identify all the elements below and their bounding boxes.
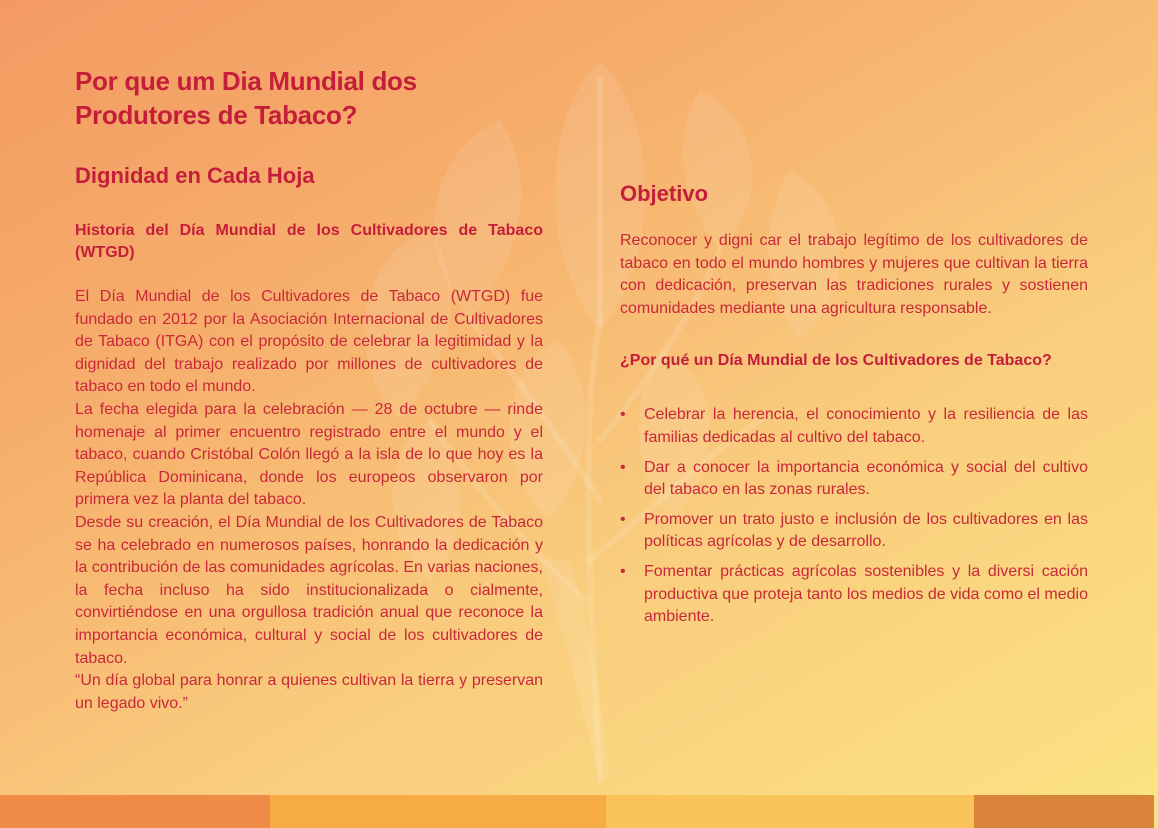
page-title-line-2: Produtores de Tabaco?	[75, 100, 358, 130]
bullet-icon: •	[620, 406, 626, 424]
list-item-text: Fomentar prácticas agrícolas sostenibles y la diversi cación productiva que proteja tanto los medios de vida como el medio ambiente.	[644, 562, 1088, 626]
left-column	[75, 64, 543, 715]
list-item	[620, 404, 1088, 449]
page-title	[75, 64, 543, 132]
history-paragraph-2: La fecha elegida para la celebración — 28 de octubre — rinde homenaje al primer encuentro registrado entre el mundo y el tabaco, cuando Cristóbal Colón llegó a la isla de lo que hoy es la República Dominicana, donde los europeos observaron por primera vez la planta del tabaco.	[75, 400, 543, 509]
list-item	[620, 561, 1088, 629]
list-item	[620, 509, 1088, 554]
page-title-line-1: Por que um Dia Mundial dos	[75, 66, 417, 96]
list-item-text: Promover un trato justo e inclusión de los cultivadores en las políticas agrícolas y de desarrollo.	[644, 510, 1088, 551]
bullet-icon: •	[620, 510, 626, 528]
list-item	[620, 457, 1088, 502]
objective-text: Reconocer y digni car el trabajo legítimo de los cultivadores de tabaco en todo el mundo hombres y mujeres que cultivan la tierra con dedicación, preservan las tradiciones rurales y sostienen comunidades mediante una agricultura responsable.	[620, 232, 1088, 317]
reasons-list	[620, 404, 1088, 628]
bullet-icon: •	[620, 562, 626, 580]
list-item-text: Dar a conocer la importancia económica y social del cultivo del tabaco en las zonas rurales.	[644, 458, 1088, 499]
history-paragraph-1: El Día Mundial de los Cultivadores de Tabaco (WTGD) fue fundado en 2012 por la Asociación Internacional de Cultivadores de Tabaco (ITGA) con el propósito de celebrar la legitimidad y la dignidad del trabajo realizado por millones de cultivadores de tabaco en todo el mundo.	[75, 288, 543, 396]
right-column	[620, 180, 1088, 636]
history-quote: “Un día global para honrar a quienes cultivan la tierra y preservan un legado vivo.”	[75, 672, 543, 712]
bullet-icon: •	[620, 458, 626, 476]
footer-bar-yellow	[606, 795, 974, 828]
objective-heading: Objetivo	[620, 181, 709, 206]
subtitle: Dignidad en Cada Hoja	[75, 163, 315, 188]
footer-bar-orange	[0, 795, 270, 828]
history-paragraph-3: Desde su creación, el Día Mundial de los Cultivadores de Tabaco se ha celebrado en numerosos países, honrando la dedicación y la contribución de las comunidades agrícolas. En varias naciones, la fecha incluso ha sido institucionalizada o cialmente, convirtiéndose en una orgullosa tradición anual que reconoce la importancia económica, cultural y social de los cultivadores de tabaco.	[75, 513, 543, 667]
history-heading: Historia del Día Mundial de los Cultivadores de Tabaco (WTGD)	[75, 222, 543, 261]
list-item-text: Celebrar la herencia, el conocimiento y la resiliencia de las familias dedicadas al cultivo del tabaco.	[644, 406, 1088, 446]
history-body	[75, 286, 543, 715]
why-heading: ¿Por qué un Día Mundial de los Cultivadores de Tabaco?	[620, 352, 1052, 370]
footer-bar-brown	[974, 795, 1154, 828]
footer-bar-amber	[270, 795, 606, 828]
